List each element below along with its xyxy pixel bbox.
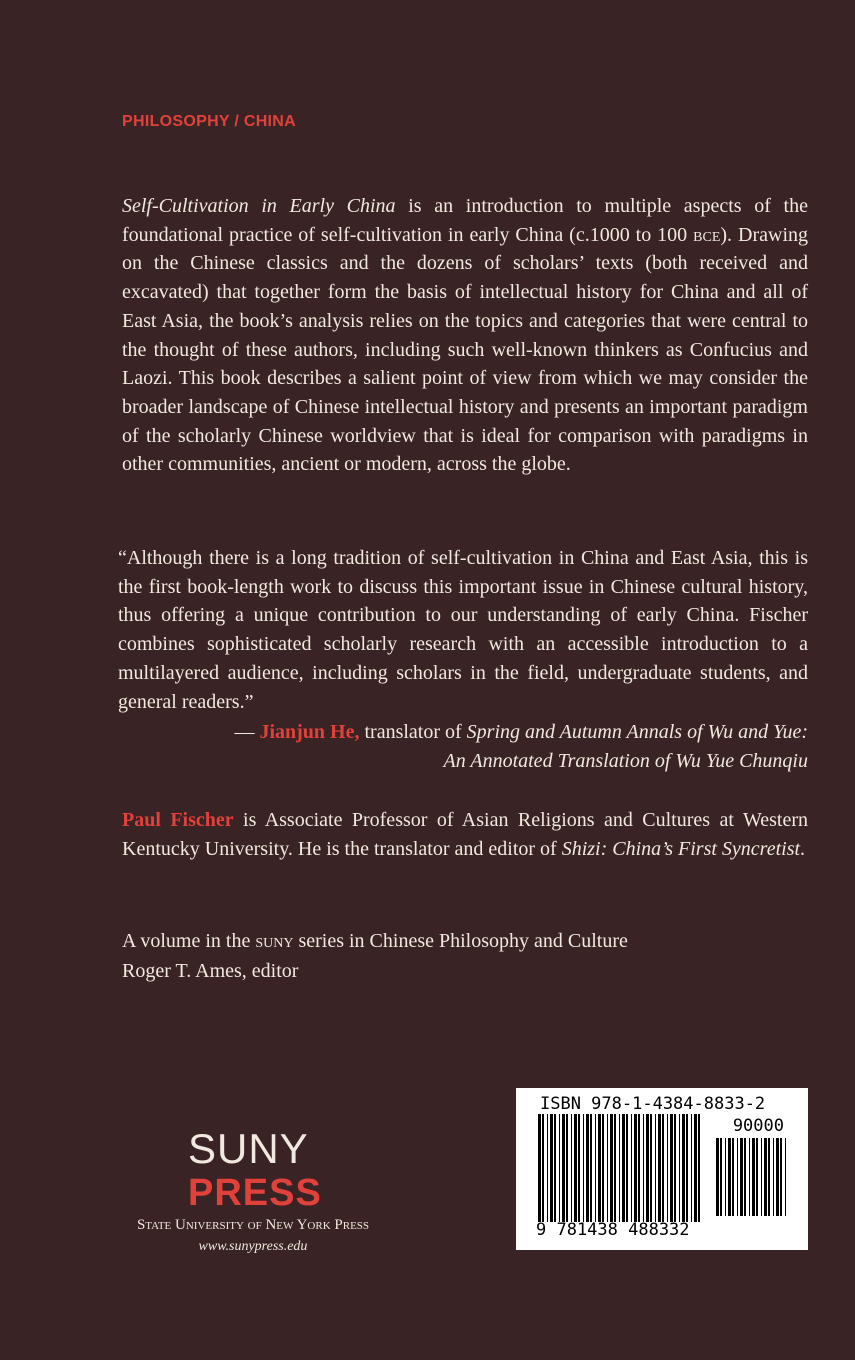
series-text-a: A volume in the (122, 930, 256, 952)
endorser-role: translator of (359, 721, 467, 743)
publisher-url: www.sunypress.edu (198, 1239, 308, 1254)
bio-text: is Associate Professor of Asian Religions and Cultures at Western Kentucky University. He is the translator and editor of (122, 809, 808, 860)
logo-suny-text: SUNY (188, 1125, 309, 1172)
book-description (122, 192, 808, 479)
series-editor: Roger T. Ames, editor (122, 960, 299, 982)
era-abbrev: bce (693, 223, 721, 246)
description-text-a: is an introduction to multiple aspects of the foundational practice of self-cultivation in early China (c.1000 to 100 (122, 195, 808, 246)
price-barcode-icon (716, 1138, 788, 1216)
endorser-name: Jianjun He, (259, 721, 360, 743)
attribution-dash: — (234, 721, 260, 743)
author-book: Shizi: China’s First Syncretist (561, 837, 801, 860)
price-code: 90000 (732, 1116, 784, 1136)
logo-press-text: PRESS (188, 1172, 322, 1214)
endorsement-quote: “Although there is a long tradition of self-cultivation in China and East Asia, this is the first book-length work to discuss this important issue in Chinese cultural history, thus offering a unique contribution to our understanding of early China. Fischer combines sophisticated scholarly research with an accessible introduction to a multilayered audience, including scholars in the field, undergraduate students, and general readers.” (118, 547, 808, 713)
barcode-digits: 9 781438 488332 (536, 1220, 690, 1240)
endorser-work-line2: An Annotated Translation of Wu Yue Chunqiu (443, 749, 808, 772)
series-suny: suny (255, 930, 294, 952)
series-info (122, 926, 628, 986)
isbn-barcode (516, 1088, 808, 1250)
barcode-bars-icon (538, 1114, 703, 1222)
book-title: Self-Cultivation in Early China (122, 195, 396, 217)
series-text-b: series in Chinese Philosophy and Culture (293, 930, 628, 952)
author-bio (122, 806, 808, 863)
endorser-work-line1: Spring and Autumn Annals of Wu and Yue: (466, 721, 808, 743)
bio-end: . (800, 837, 806, 860)
publisher-name: State University of New York Press (136, 1217, 370, 1233)
author-name: Paul Fischer (122, 809, 234, 831)
endorsement-attribution (122, 718, 808, 775)
publisher-logo (188, 1125, 322, 1214)
category-label: PHILOSOPHY / CHINA (122, 113, 297, 130)
description-text-b: ). Drawing on the Chinese classics and the dozens of scholars’ texts (both received and excavated) that together form the basis of intellectual history for China and all of East Asia, the book’s analysis relies on the topics and categories that were central to the thought of these authors, including such well-known thinkers as Confucius and Laozi. This book describes a salient point of view from which we may consider the broader landscape of Chinese intellectual history and presents an important paradigm of the scholarly Chinese worldview that is ideal for comparison with paradigms in other communities, ancient or modern, across the globe. (122, 223, 808, 476)
isbn-number: ISBN 978-1-4384-8833-2 (540, 1094, 766, 1114)
publisher-info (122, 1214, 384, 1258)
